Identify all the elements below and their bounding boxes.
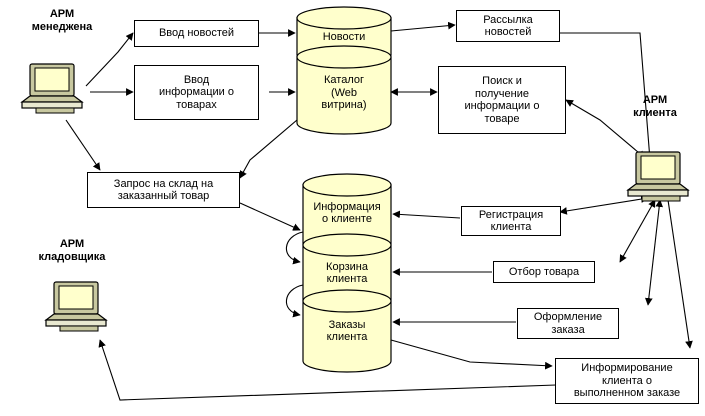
- goods-info-input-box[interactable]: [134, 65, 259, 120]
- client-notification-line2: клиента о: [602, 374, 652, 387]
- arm-manager-computer-icon: [16, 60, 88, 122]
- arm-storekeeper-label-line2: кладовщика: [38, 250, 106, 263]
- news-distribution-box[interactable]: [456, 10, 560, 42]
- arm-client-label: [615, 94, 695, 119]
- catalog-store-label: [300, 72, 388, 114]
- client-info-store-label-line2: о клиенте: [322, 213, 372, 225]
- order-placement-box[interactable]: [517, 308, 619, 339]
- goods-selection-label: Отбор товара: [508, 265, 580, 278]
- client-cart-store-label: [303, 258, 391, 288]
- warehouse-request-box[interactable]: [87, 172, 240, 208]
- news-store-label: [300, 26, 388, 48]
- goods-search-line2: получение: [475, 87, 529, 100]
- client-registration-line1: Регистрация: [478, 208, 544, 221]
- news-distribution-line1: Рассылка: [483, 13, 533, 26]
- goods-search-line3: информации о: [464, 100, 540, 112]
- client-notification-line3: выполненном заказе: [573, 387, 681, 400]
- news-input-label: Ввод новостей: [158, 27, 235, 40]
- goods-search-line4: товаре: [484, 112, 520, 125]
- warehouse-request-line1: Запрос на склад на: [113, 177, 214, 190]
- client-registration-line2: клиента: [490, 221, 532, 233]
- goods-search-line1: Поиск и: [482, 75, 522, 87]
- catalog-store-label-line1: Каталог: [324, 74, 364, 87]
- arm-manager-label: [16, 8, 108, 33]
- warehouse-request-line2: заказанный товар: [117, 190, 210, 202]
- arm-storekeeper-label-line1: АРМ: [59, 238, 85, 250]
- news-input-box[interactable]: [134, 20, 259, 47]
- client-registration-box[interactable]: [461, 206, 561, 236]
- arm-manager-label-line1: АРМ: [49, 8, 75, 20]
- client-orders-store-label: [303, 316, 391, 346]
- goods-info-input-line2: информации о: [159, 86, 234, 99]
- arm-client-label-line2: клиента: [633, 106, 677, 119]
- goods-info-input-line3: товарах: [176, 98, 217, 111]
- cart-loop-arrow: [286, 232, 303, 315]
- arm-client-label-line1: АРМ: [642, 94, 668, 106]
- order-placement-line1: Оформление: [533, 311, 603, 323]
- client-orders-store-label-line1: Заказы: [328, 318, 366, 331]
- arm-storekeeper-label: [20, 238, 124, 263]
- arm-storekeeper-computer-icon: [40, 278, 112, 340]
- client-info-store-label: [303, 198, 391, 228]
- client-cart-store-label-line1: Корзина: [326, 260, 368, 273]
- client-orders-store-label-line2: клиента: [326, 331, 368, 343]
- client-notification-box[interactable]: [555, 358, 699, 404]
- catalog-store-label-line3: витрина): [321, 99, 367, 112]
- catalog-store-label-line2: (Web: [330, 86, 358, 99]
- client-cart-store-label-line2: клиента: [326, 273, 368, 285]
- client-info-store-label-line1: Информация: [313, 200, 381, 213]
- goods-info-input-line1: Ввод: [183, 73, 210, 86]
- news-store-label-text: Новости: [322, 30, 366, 43]
- goods-search-box[interactable]: [438, 66, 566, 134]
- news-distribution-line2: новостей: [484, 26, 532, 38]
- arm-client-computer-icon: [622, 148, 694, 210]
- arm-manager-label-line2: менеджена: [31, 20, 93, 33]
- order-placement-line2: заказа: [551, 323, 585, 336]
- goods-selection-box[interactable]: [493, 261, 595, 283]
- client-notification-line1: Информирование: [581, 362, 673, 375]
